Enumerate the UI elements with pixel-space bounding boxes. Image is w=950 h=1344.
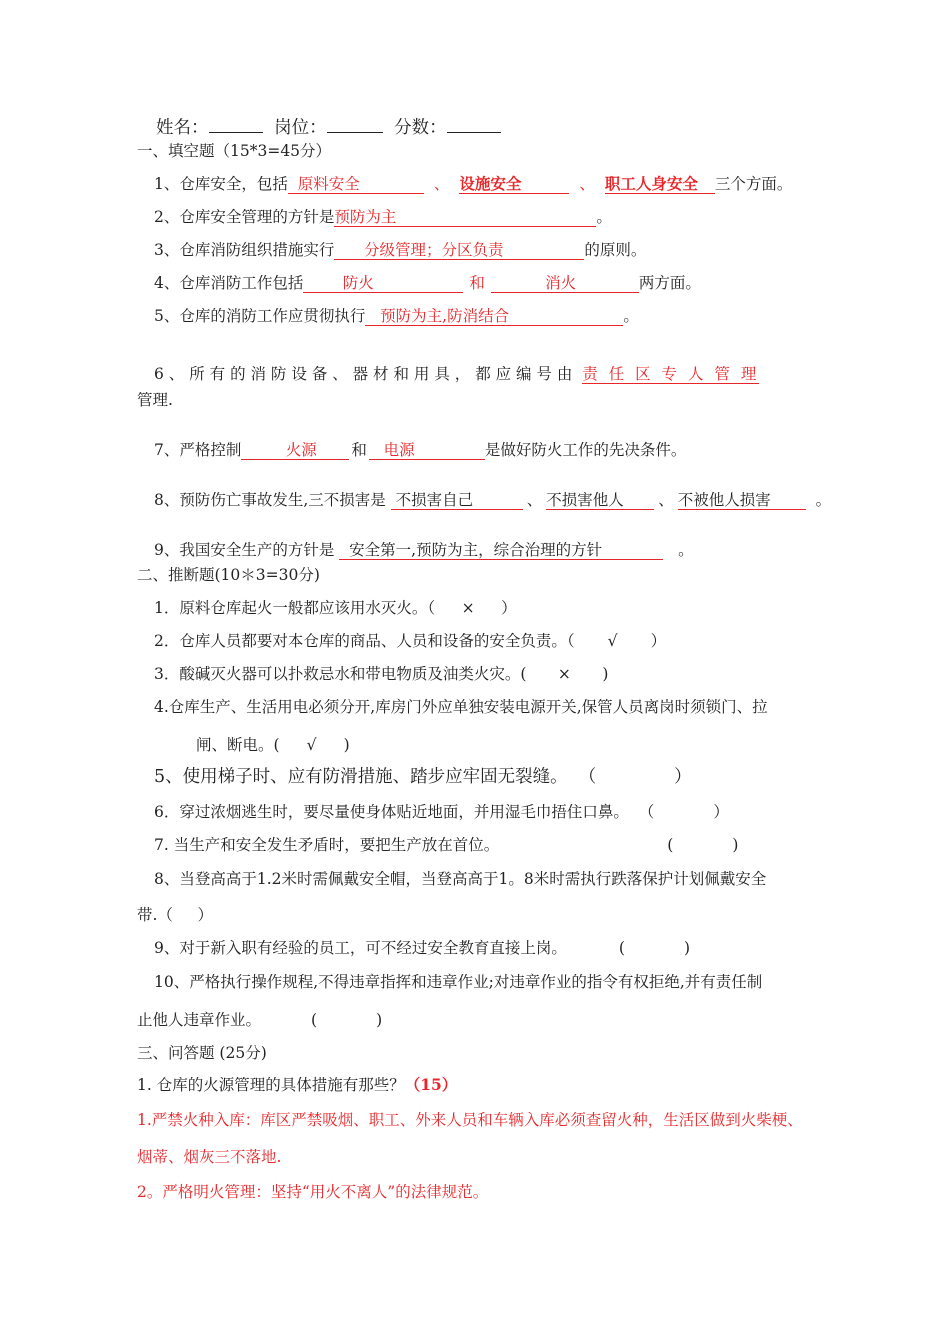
s1-q1-answer-2: 设施安全 bbox=[459, 175, 569, 194]
s2-q3-mark: × bbox=[557, 665, 571, 683]
s2-q6: 6．穿过浓烟逃生时，要尽量使身体贴近地面，并用湿毛巾捂住口鼻。 （ ） bbox=[154, 803, 729, 821]
s2-q2: 2．仓库人员都要对本仓库的商品、人员和设备的安全负责。（ √ ） bbox=[154, 632, 667, 650]
header-line bbox=[156, 116, 501, 138]
s2-q2-mark: √ bbox=[607, 632, 618, 650]
s1-q3: 3、仓库消防组织措施实行 分级管理；分区负责 的原则。 bbox=[154, 241, 647, 259]
section-2-title: 二、推断题(10＊3=30分) bbox=[137, 566, 320, 584]
s3-answer-2: 2。严格明火管理：坚持“用火不离人”的法律规范。 bbox=[137, 1183, 489, 1201]
s1-q4-answer-1: 防火 bbox=[303, 274, 463, 293]
s2-q1: 1．原料仓库起火一般都应该用水灭火。（ × ） bbox=[154, 599, 517, 617]
s1-q7-answer-2: 电源 bbox=[369, 441, 485, 460]
s1-q5: 5、仓库的消防工作应贯彻执行 预防为主,防消结合 。 bbox=[154, 307, 639, 325]
score-label: 分数： bbox=[394, 118, 447, 138]
s1-q1-answer-1: 原料安全 bbox=[288, 175, 424, 194]
s3-answer-1: 1.严禁火种入库：库区严禁吸烟、职工、外来人员和车辆入库必须查留火种，生活区做到火柴梗、 bbox=[137, 1111, 803, 1129]
s2-q4-mark: √ bbox=[306, 736, 317, 754]
section-3-title: 三、问答题 (25分) bbox=[137, 1044, 267, 1062]
post-label: 岗位： bbox=[274, 118, 327, 138]
s1-q4-answer-2: 消火 bbox=[491, 274, 639, 293]
s2-q8: 8、当登高高于1.2米时需佩戴安全帽，当登高高于1。8米时需执行跌落保护计划佩戴安全 bbox=[154, 870, 767, 888]
s1-q6-answer: 责 任 区 专 人 管 理 bbox=[582, 365, 760, 383]
s3-answer-1-line2: 烟蒂、烟灰三不落地. bbox=[137, 1148, 282, 1166]
s3-q1-points: （15） bbox=[404, 1075, 458, 1094]
s1-q7: 7、严格控制 火源 和 电源 是做好防火工作的先决条件。 bbox=[154, 441, 687, 459]
s2-q3: 3．酸碱灭火器可以扑救忌水和带电物质及油类火灾。( × ) bbox=[154, 665, 609, 683]
s1-q1-answer-3: 职工人身安全 bbox=[605, 175, 715, 194]
s2-q7: 7. 当生产和安全发生矛盾时，要把生产放在首位。 ( ) bbox=[154, 836, 739, 854]
section-1-title: 一、填空题（15*3=45分） bbox=[137, 142, 332, 160]
s1-q2: 2、仓库安全管理的方针是预防为主 。 bbox=[154, 208, 612, 226]
s1-q4: 4、仓库消防工作包括 防火 和 消火 两方面。 bbox=[154, 274, 701, 292]
s1-q8: 8、预防伤亡事故发生,三不损害是 不损害自己 、 不损害他人 、 不被他人损害 。 bbox=[154, 491, 832, 509]
s1-q2-answer: 预防为主 bbox=[334, 208, 596, 227]
name-field[interactable] bbox=[209, 116, 263, 133]
s1-q3-answer: 分级管理；分区负责 bbox=[334, 241, 584, 260]
s1-q5-answer: 预防为主,防消结合 bbox=[365, 307, 623, 326]
s1-q8-answer-3: 不被他人损害 bbox=[678, 491, 806, 510]
s1-q8-answer-1: 不损害自己 bbox=[391, 491, 523, 510]
s1-q6: 6 、 所 有 的 消 防 设 备 、 器 材 和 用 具 ， 都 应 编 号 由 责 任 区 专 人 管 理 bbox=[154, 365, 760, 383]
s2-q4: 4.仓库生产、生活用电必须分开,库房门外应单独安装电源开关,保管人员离岗时须锁门、拉 bbox=[154, 698, 768, 716]
s2-q4-line2: 闸、断电。( √ ) bbox=[196, 736, 350, 754]
s1-q1: 1、仓库安全，包括 原料安全 、 设施安全 、 职工人身安全 三个方面。 bbox=[154, 174, 793, 193]
name-label: 姓名： bbox=[156, 118, 209, 138]
s3-q1: 1. 仓库的火源管理的具体措施有那些？（15） bbox=[137, 1075, 458, 1094]
s2-q1-mark: × bbox=[461, 599, 475, 617]
score-field[interactable] bbox=[447, 116, 501, 133]
s1-q8-answer-2: 不损害他人 bbox=[546, 491, 654, 510]
s2-q9: 9、对于新入职有经验的员工，可不经过安全教育直接上岗。 ( ) bbox=[154, 939, 691, 957]
s1-q6-line2: 管理. bbox=[137, 391, 173, 409]
post-field[interactable] bbox=[327, 116, 383, 133]
s2-q5: 5、使用梯子时、应有防滑措施、踏步应牢固无裂缝。 （ ） bbox=[154, 767, 692, 787]
s1-q7-answer-1: 火源 bbox=[241, 441, 349, 460]
s1-q9-answer: 安全第一,预防为主，综合治理的方针 bbox=[339, 541, 663, 560]
s1-q9: 9、我国安全生产的方针是 安全第一,预防为主，综合治理的方针 。 bbox=[154, 541, 694, 559]
s2-q10-line2: 止他人违章作业。 ( ) bbox=[137, 1011, 383, 1029]
s2-q10: 10、严格执行操作规程,不得违章指挥和违章作业;对违章作业的指令有权拒绝,并有责任制 bbox=[154, 973, 763, 991]
s2-q8-line2: 带.（ ） bbox=[137, 906, 214, 924]
